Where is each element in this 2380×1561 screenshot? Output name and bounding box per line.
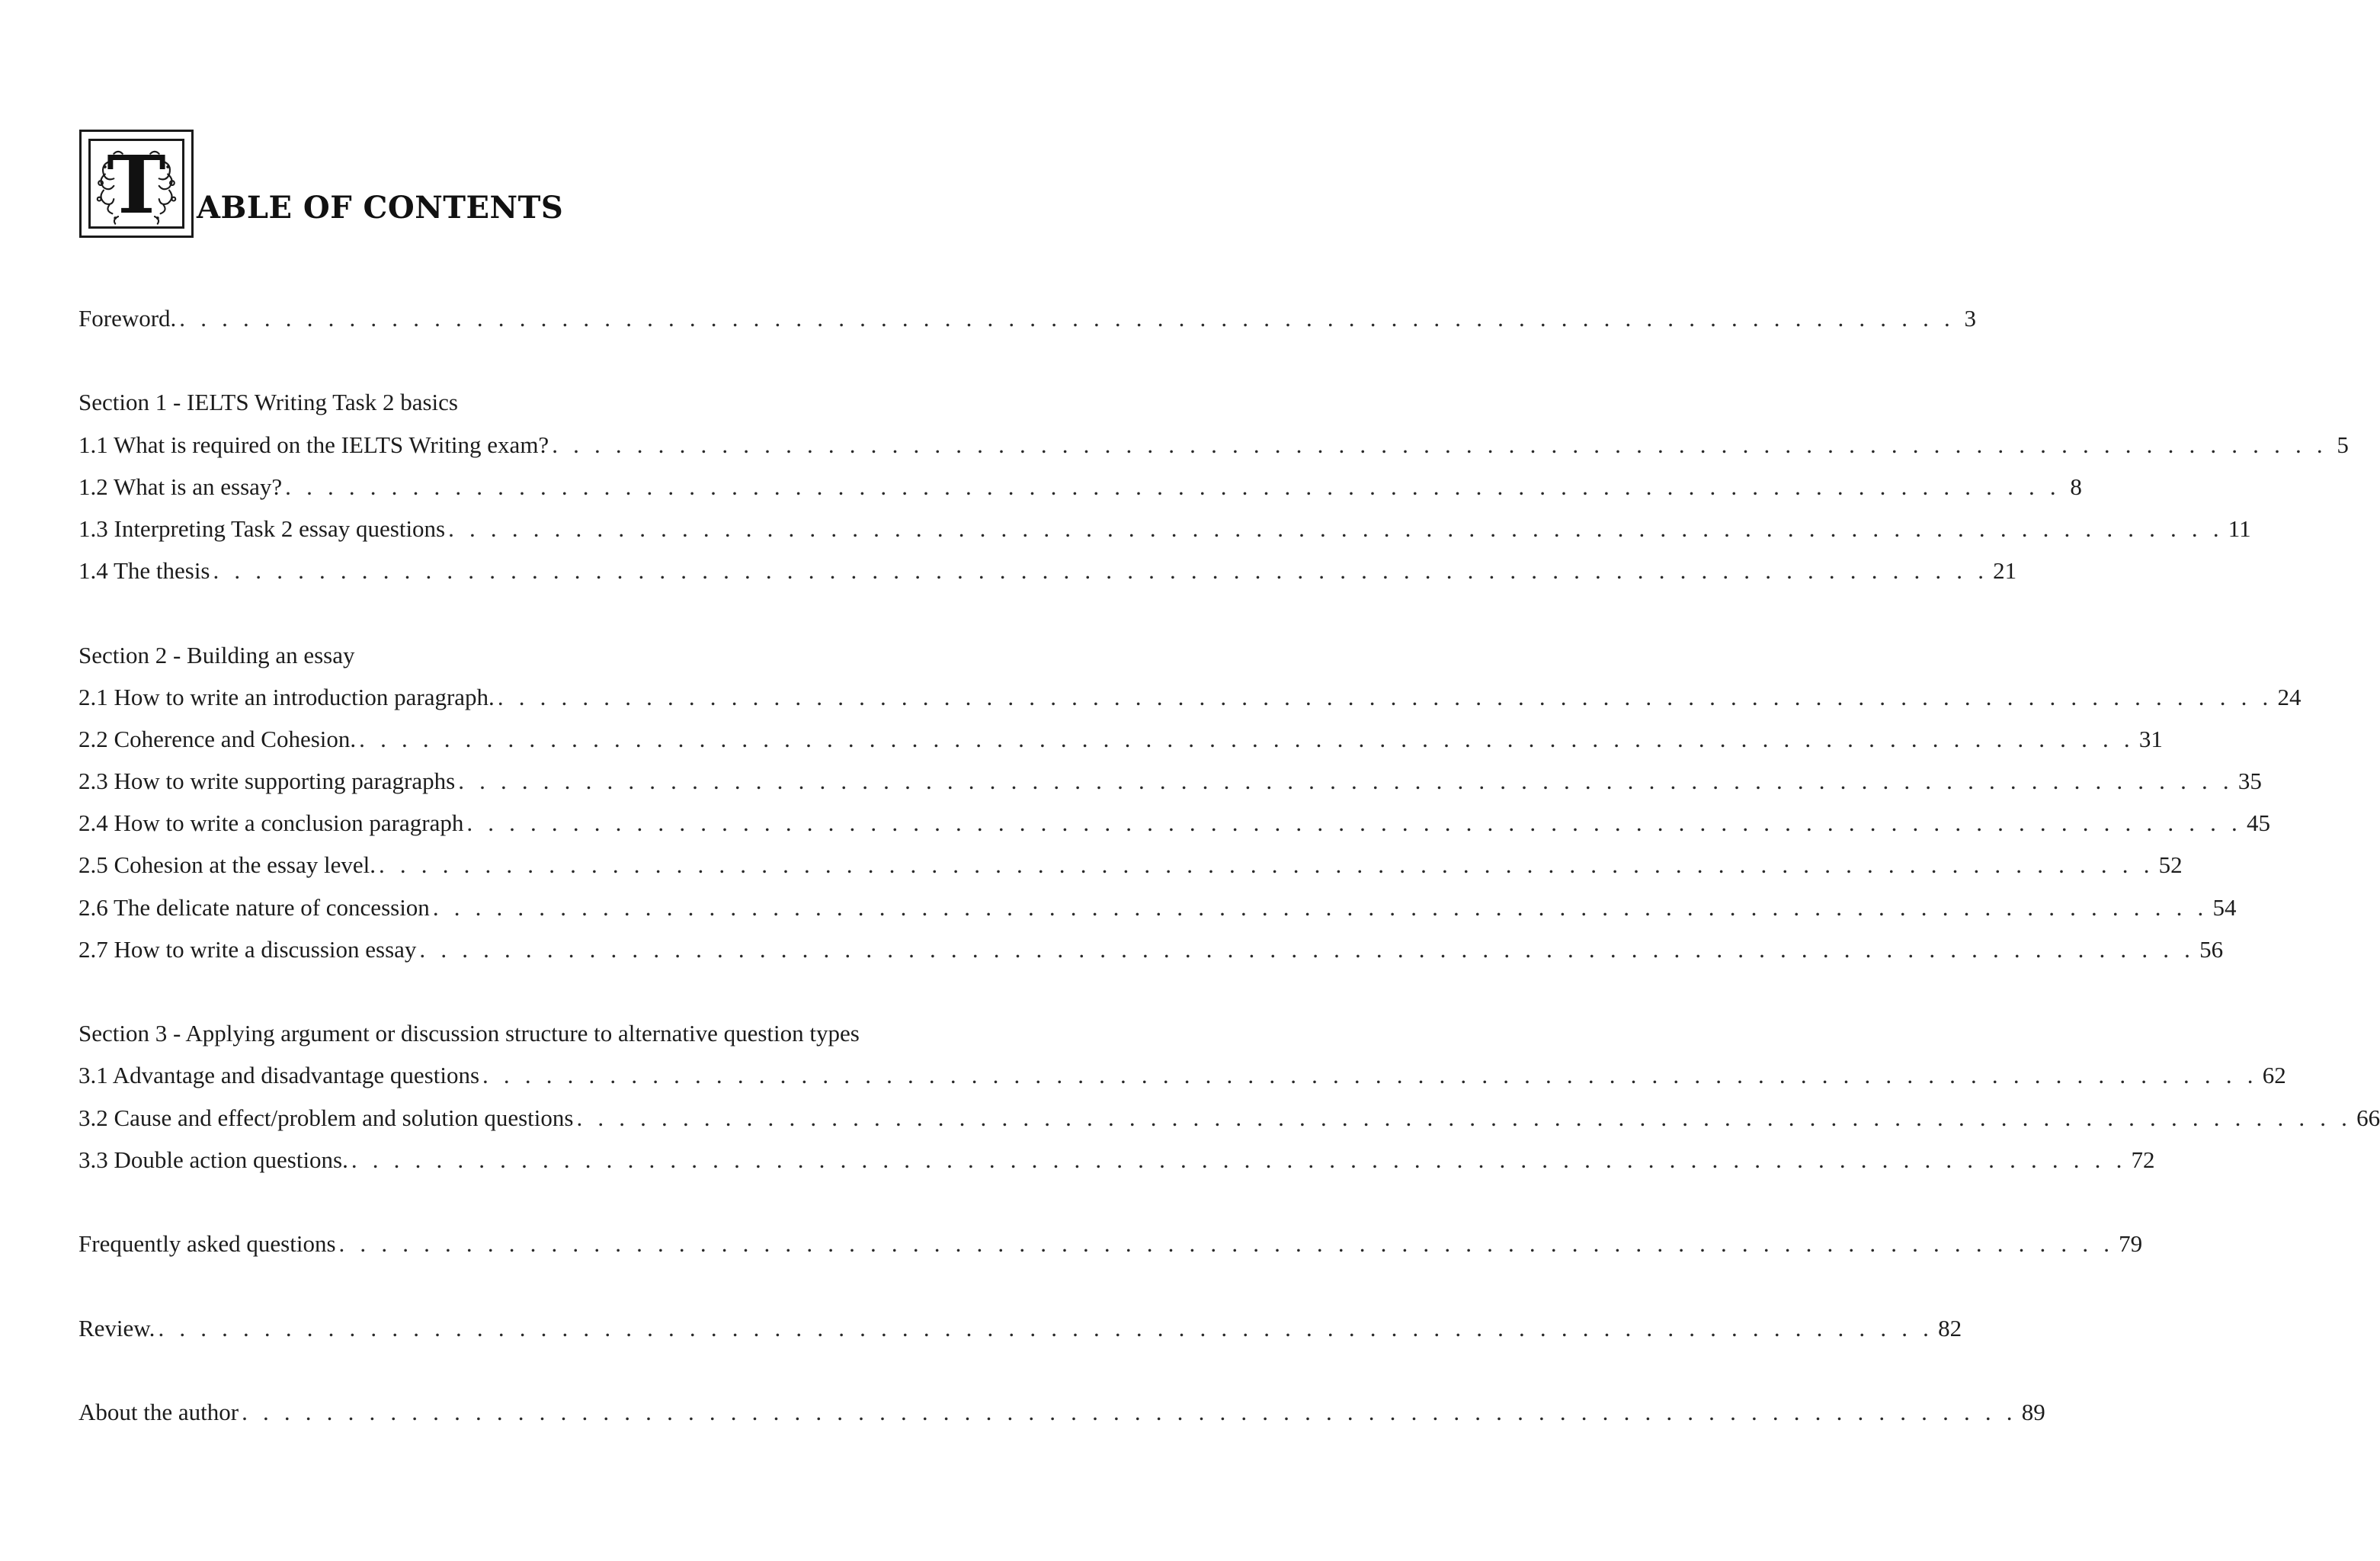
toc-entry-title: Review. [78, 1314, 155, 1341]
toc-entry-title: 1.4 The thesis [78, 557, 210, 585]
toc-entry-title: Foreword. [78, 305, 177, 332]
toc-entry[interactable] [78, 851, 2183, 893]
toc-entry-page: 79 [2119, 1230, 2143, 1258]
section-3-heading: Section 3 - Applying argument or discussion structure to alternative question types [78, 1020, 860, 1047]
toc-entry-page: 62 [2262, 1062, 2286, 1089]
section-1-heading: Section 1 - IELTS Writing Task 2 basics [78, 389, 458, 416]
toc-entry[interactable] [78, 1146, 2155, 1188]
dot-leader: . . . . . . . . . . . . . . . . . . . . . . . . . . . . . . . . . . . . . . . . . . . . . . . . . . . . . . . . . . . . . . . . . . . . . . . . . . . . . . . . . . . . [482, 1062, 2258, 1089]
dropcap-letter: T [107, 138, 166, 232]
dot-leader: . . . . . . . . . . . . . . . . . . . . . . . . . . . . . . . . . . . . . . . . . . . . . . . . . . . . . . . . . . . . . . . . . . . . . . . . . . . . . . . . . . . . [432, 893, 2209, 921]
toc-entry[interactable] [78, 935, 2224, 978]
toc-entry-page: 24 [2277, 683, 2302, 710]
toc-entry-title: 2.3 How to write supporting paragraphs [78, 768, 456, 795]
toc-entry[interactable] [78, 683, 2302, 726]
ornamental-dropcap [79, 130, 194, 238]
dot-leader: . . . . . . . . . . . . . . . . . . . . . . . . . . . . . . . . . . . . . . . . . . . . . . . . . . . . . . . . . . . . . . . . . . . . . . . . . . . . . . . . . . . . [242, 1398, 2017, 1425]
toc-entry-page: 66 [2356, 1104, 2380, 1131]
toc-entry-title: 3.3 Double action questions. [78, 1146, 348, 1173]
dot-leader: . . . . . . . . . . . . . . . . . . . . . . . . . . . . . . . . . . . . . . . . . . . . . . . . . . . . . . . . . . . . . . . . . . . . . . . . . . . . . . . . . . . . [497, 683, 2273, 710]
dot-leader: . . . . . . . . . . . . . . . . . . . . . . . . . . . . . . . . . . . . . . . . . . . . . . . . . . . . . . . . . . . . . . . . . . . . . . . . . . . . . . . . . . . . [576, 1104, 2353, 1131]
toc-entry-page: 52 [2158, 851, 2183, 879]
toc-entry-page: 82 [1938, 1314, 1962, 1341]
toc-entry-title: About the author [78, 1398, 239, 1425]
toc-entry-page: 3 [1964, 305, 1976, 332]
toc-entry-title: 3.2 Cause and effect/problem and solution questions [78, 1104, 574, 1131]
toc-entry-page: 35 [2237, 768, 2262, 795]
dot-leader: . . . . . . . . . . . . . . . . . . . . . . . . . . . . . . . . . . . . . . . . . . . . . . . . . . . . . . . . . . . . . . . . . . . . . . . . . . . . . . . . . . . . [359, 725, 2135, 752]
toc-heading-text: ABLE OF CONTENTS [197, 190, 564, 226]
toc-entry-title: 2.5 Cohesion at the essay level. [78, 851, 376, 879]
toc-entry[interactable] [78, 431, 2349, 473]
toc-entry-page: 54 [2212, 893, 2237, 921]
toc-entry[interactable] [78, 768, 2262, 809]
section-2-heading: Section 2 - Building an essay [78, 641, 355, 668]
toc-entry-title: 1.2 What is an essay? [78, 473, 283, 500]
dot-leader: . . . . . . . . . . . . . . . . . . . . . . . . . . . . . . . . . . . . . . . . . . . . . . . . . . . . . . . . . . . . . . . . . . . . . . . . . . . . . . . . . . . . [213, 557, 1989, 585]
dot-leader: . . . . . . . . . . . . . . . . . . . . . . . . . . . . . . . . . . . . . . . . . . . . . . . . . . . . . . . . . . . . . . . . . . . . . . . . . . . . . . . . . . . . [338, 1230, 2115, 1258]
toc-entry-page: 5 [2337, 431, 2349, 458]
toc-entry-page: 89 [2021, 1398, 2045, 1425]
toc-entry-about-author[interactable] [78, 1398, 2045, 1441]
toc-entry-page: 8 [2070, 473, 2082, 500]
toc-entry-title: 2.2 Coherence and Cohesion. [78, 725, 357, 752]
dot-leader: . . . . . . . . . . . . . . . . . . . . . . . . . . . . . . . . . . . . . . . . . . . . . . . . . . . . . . . . . . . . . . . . . . . . . . . . . . . . . . . . . . . . [179, 305, 1955, 332]
dot-leader: . . . . . . . . . . . . . . . . . . . . . . . . . . . . . . . . . . . . . . . . . . . . . . . . . . . . . . . . . . . . . . . . . . . . . . . . . . . . . . . . . . . . [379, 851, 2154, 879]
toc-entry-faq[interactable] [78, 1230, 2143, 1272]
dot-leader: . . . . . . . . . . . . . . . . . . . . . . . . . . . . . . . . . . . . . . . . . . . . . . . . . . . . . . . . . . . . . . . . . . . . . . . . . . . . . . . . . . . . [419, 935, 2196, 963]
toc-entry-page: 72 [2131, 1146, 2155, 1173]
toc-entry[interactable] [78, 557, 2017, 599]
toc-entry[interactable] [78, 893, 2237, 936]
toc-entry-title: 2.1 How to write an introduction paragraph. [78, 683, 495, 710]
toc-entry-review[interactable] [78, 1314, 1962, 1357]
toc-entry-page: 21 [1993, 557, 2017, 585]
toc-entry[interactable] [78, 473, 2082, 515]
dot-leader: . . . . . . . . . . . . . . . . . . . . . . . . . . . . . . . . . . . . . . . . . . . . . . . . . . . . . . . . . . . . . . . . . . . . . . . . . . . . . . . . . . . . [448, 514, 2224, 542]
toc-entry[interactable] [78, 514, 2251, 557]
dot-leader: . . . . . . . . . . . . . . . . . . . . . . . . . . . . . . . . . . . . . . . . . . . . . . . . . . . . . . . . . . . . . . . . . . . . . . . . . . . . . . . . . . . . [158, 1314, 1934, 1341]
toc-heading [79, 130, 563, 238]
toc-entry[interactable] [78, 1062, 2286, 1104]
toc-entry-page: 11 [2228, 514, 2251, 542]
toc-entry[interactable] [78, 1104, 2380, 1146]
dot-leader: . . . . . . . . . . . . . . . . . . . . . . . . . . . . . . . . . . . . . . . . . . . . . . . . . . . . . . . . . . . . . . . . . . . . . . . . . . . . . . . . . . . . [351, 1146, 2127, 1173]
dot-leader: . . . . . . . . . . . . . . . . . . . . . . . . . . . . . . . . . . . . . . . . . . . . . . . . . . . . . . . . . . . . . . . . . . . . . . . . . . . . . . . . . . . . [458, 768, 2234, 795]
toc-entry-title: Frequently asked questions [78, 1230, 336, 1258]
dot-leader: . . . . . . . . . . . . . . . . . . . . . . . . . . . . . . . . . . . . . . . . . . . . . . . . . . . . . . . . . . . . . . . . . . . . . . . . . . . . . . . . . . . . [552, 431, 2327, 458]
toc-entry-title: 2.6 The delicate nature of concession [78, 893, 430, 921]
toc-entry-title: 2.4 How to write a conclusion paragraph [78, 809, 464, 837]
toc-entry[interactable] [78, 809, 2270, 851]
dot-leader: . . . . . . . . . . . . . . . . . . . . . . . . . . . . . . . . . . . . . . . . . . . . . . . . . . . . . . . . . . . . . . . . . . . . . . . . . . . . . . . . . . . . [466, 809, 2242, 837]
toc-entry-title: 1.3 Interpreting Task 2 essay questions [78, 514, 446, 542]
toc-entry-title: 1.1 What is required on the IELTS Writing exam? [78, 431, 549, 458]
toc-entry[interactable] [78, 725, 2163, 768]
toc-entry-foreword[interactable] [78, 305, 1976, 347]
toc-entry-title: 2.7 How to write a discussion essay [78, 935, 417, 963]
toc-entry-page: 31 [2138, 725, 2163, 752]
toc-entry-title: 3.1 Advantage and disadvantage questions [78, 1062, 480, 1089]
dot-leader: . . . . . . . . . . . . . . . . . . . . . . . . . . . . . . . . . . . . . . . . . . . . . . . . . . . . . . . . . . . . . . . . . . . . . . . . . . . . . . . . . . . . [285, 473, 2061, 500]
toc-entry-page: 56 [2199, 935, 2224, 963]
toc-entry-page: 45 [2246, 809, 2270, 837]
toc-list [78, 305, 2380, 1441]
